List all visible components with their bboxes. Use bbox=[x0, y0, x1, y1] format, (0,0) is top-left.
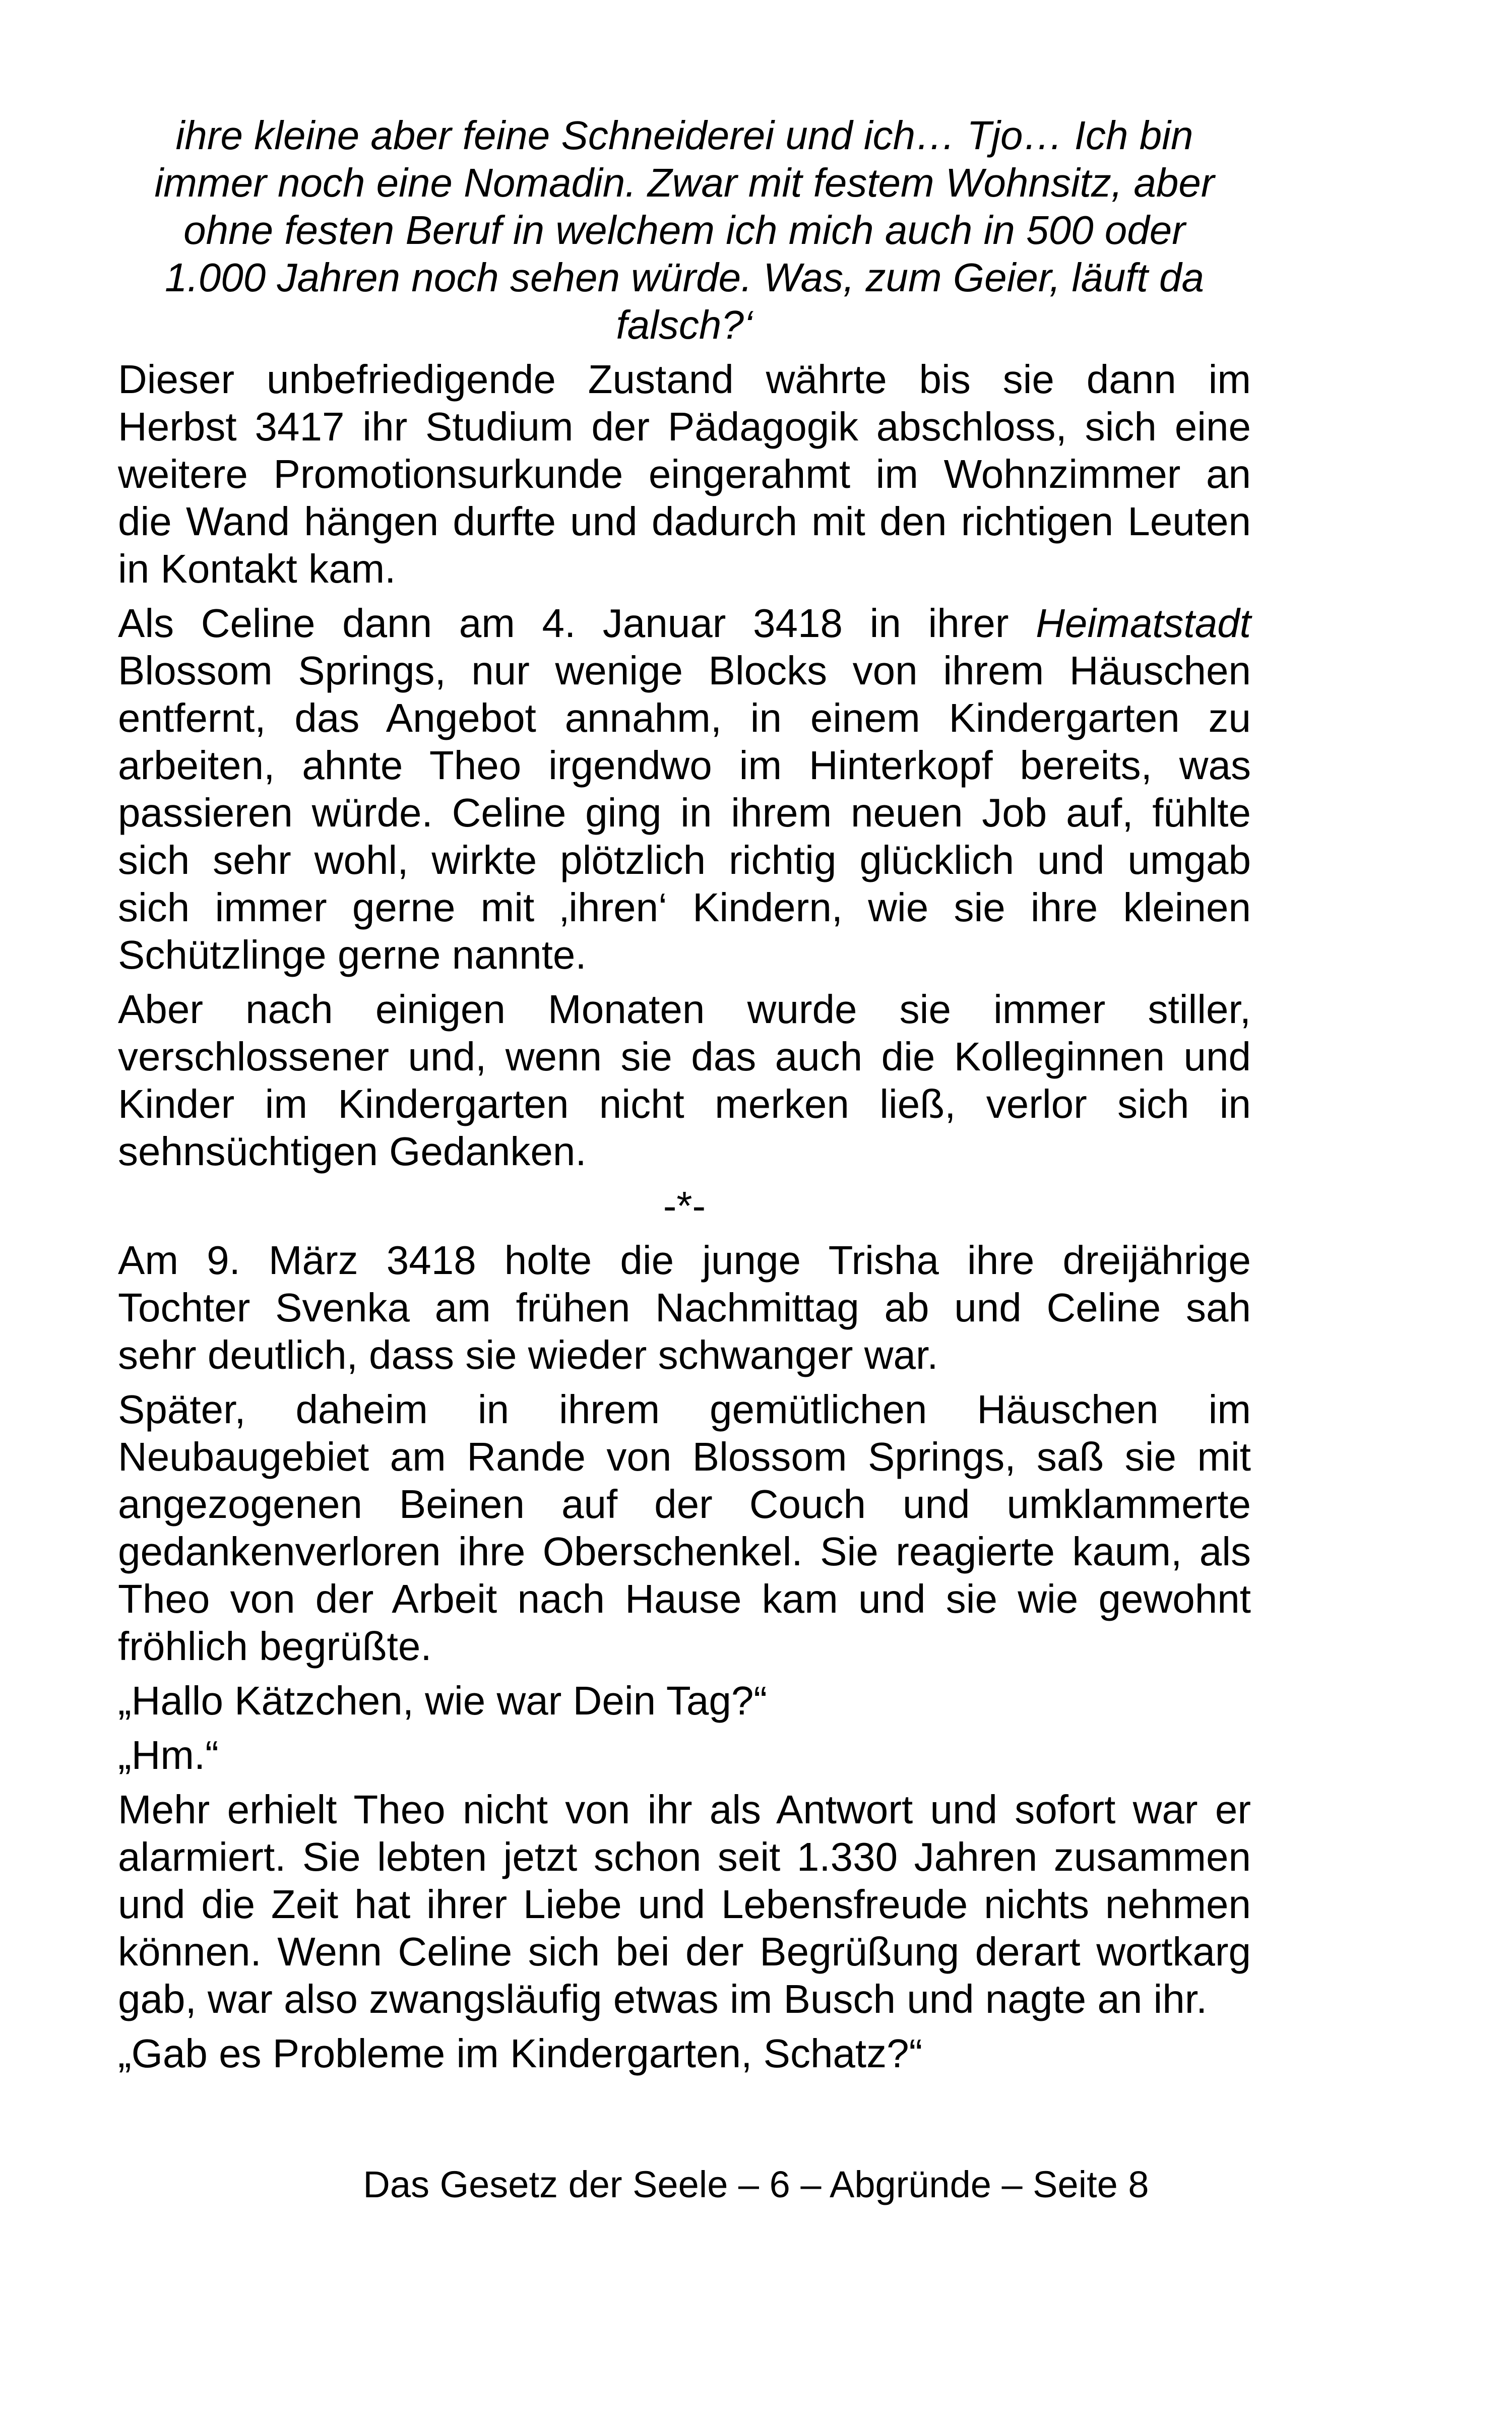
text-line: Neubaugebiet am Rande von Blossom Springs, saß sie mit bbox=[118, 1434, 1251, 1479]
text-line: Blossom Springs, nur wenige Blocks von ihrem Häuschen bbox=[118, 648, 1251, 693]
text-line: weitere Promotionsurkunde eingerahmt im Wohnzimmer an bbox=[118, 452, 1251, 496]
text-segment: Als Celine dann am 4. Januar 3418 in ihrer bbox=[118, 601, 1009, 646]
text-line: gedankenverloren ihre Oberschenkel. Sie reagierte kaum, als bbox=[118, 1529, 1251, 1574]
dialogue-line: „Hm.“ bbox=[118, 1733, 219, 1777]
paragraph bbox=[118, 600, 1251, 979]
dialogue-line: „Gab es Probleme im Kindergarten, Schatz?“ bbox=[118, 2031, 923, 2076]
opening-quote bbox=[118, 112, 1251, 349]
text-line: ohne festen Beruf in welchem ich mich auch in 500 oder bbox=[183, 208, 1185, 252]
text-line: Mehr erhielt Theo nicht von ihr als Antwort und sofort war er bbox=[118, 1787, 1251, 1832]
text-line: falsch?‘ bbox=[616, 302, 753, 347]
text-line bbox=[118, 600, 1251, 647]
text-line: Theo von der Arbeit nach Hause kam und sie wie gewohnt bbox=[118, 1576, 1251, 1621]
scene-break: -*- bbox=[663, 1183, 706, 1228]
page-footer: Das Gesetz der Seele – 6 – Abgründe – Seite 8 bbox=[363, 2164, 1149, 2205]
text-line: fröhlich begrüßte. bbox=[118, 1624, 432, 1669]
dialogue-line: „Hallo Kätzchen, wie war Dein Tag?“ bbox=[118, 1678, 768, 1723]
text-line: entfernt, das Angebot annahm, in einem Kindergarten zu bbox=[118, 695, 1251, 740]
text-line: Dieser unbefriedigende Zustand währte bis sie dann im bbox=[118, 357, 1251, 402]
text-line: Aber nach einigen Monaten wurde sie immer stiller, bbox=[118, 987, 1251, 1032]
text-line: immer noch eine Nomadin. Zwar mit festem Wohnsitz, aber bbox=[154, 160, 1215, 205]
text-line: Später, daheim in ihrem gemütlichen Häuschen im bbox=[118, 1387, 1251, 1432]
text-line: sich immer gerne mit ‚ihren‘ Kindern, wie sie ihre kleinen bbox=[118, 885, 1251, 930]
text-line: sehr deutlich, dass sie wieder schwanger war. bbox=[118, 1332, 938, 1377]
text-line: Kinder im Kindergarten nicht merken ließ, verlor sich in bbox=[118, 1082, 1251, 1126]
text-line: passieren würde. Celine ging in ihrem neuen Job auf, fühlte bbox=[118, 790, 1251, 835]
text-line: sich sehr wohl, wirkte plötzlich richtig glücklich und umgab bbox=[118, 838, 1251, 882]
text-line: Am 9. März 3418 holte die junge Trisha ihre dreijährige bbox=[118, 1238, 1251, 1283]
text-line: arbeiten, ahnte Theo irgendwo im Hinterkopf bereits, was bbox=[118, 743, 1251, 788]
text-line: verschlossener und, wenn sie das auch die Kolleginnen und bbox=[118, 1034, 1251, 1079]
paragraph bbox=[118, 986, 1251, 1175]
text-line: in Kontakt kam. bbox=[118, 546, 396, 591]
text-line: die Wand hängen durfte und dadurch mit den richtigen Leuten bbox=[118, 499, 1251, 544]
text-line: Schützlinge gerne nannte. bbox=[118, 932, 587, 977]
paragraph bbox=[118, 1237, 1251, 1379]
text-line: 1.000 Jahren noch sehen würde. Was, zum Geier, läuft da bbox=[165, 255, 1204, 300]
text-line: alarmiert. Sie lebten jetzt schon seit 1.330 Jahren zusammen bbox=[118, 1834, 1251, 1879]
text-line: ihre kleine aber feine Schneiderei und ich… Tjo… Ich bin bbox=[175, 113, 1193, 158]
paragraph bbox=[118, 1386, 1251, 1670]
text-line: können. Wenn Celine sich bei der Begrüßung derart wortkarg bbox=[118, 1929, 1251, 1974]
paragraph bbox=[118, 356, 1251, 593]
text-line: Herbst 3417 ihr Studium der Pädagogik abschloss, sich eine bbox=[118, 404, 1251, 449]
italic-word: Heimatstadt bbox=[1036, 601, 1251, 646]
paragraph bbox=[118, 1786, 1251, 2023]
text-line: sehnsüchtigen Gedanken. bbox=[118, 1129, 587, 1174]
text-line: Tochter Svenka am frühen Nachmittag ab und Celine sah bbox=[118, 1285, 1251, 1330]
book-page-body bbox=[118, 112, 1251, 2077]
text-line: und die Zeit hat ihrer Liebe und Lebensfreude nichts nehmen bbox=[118, 1882, 1251, 1927]
text-line: gab, war also zwangsläufig etwas im Busch und nagte an ihr. bbox=[118, 1977, 1208, 2021]
text-line: angezogenen Beinen auf der Couch und umklammerte bbox=[118, 1482, 1251, 1526]
